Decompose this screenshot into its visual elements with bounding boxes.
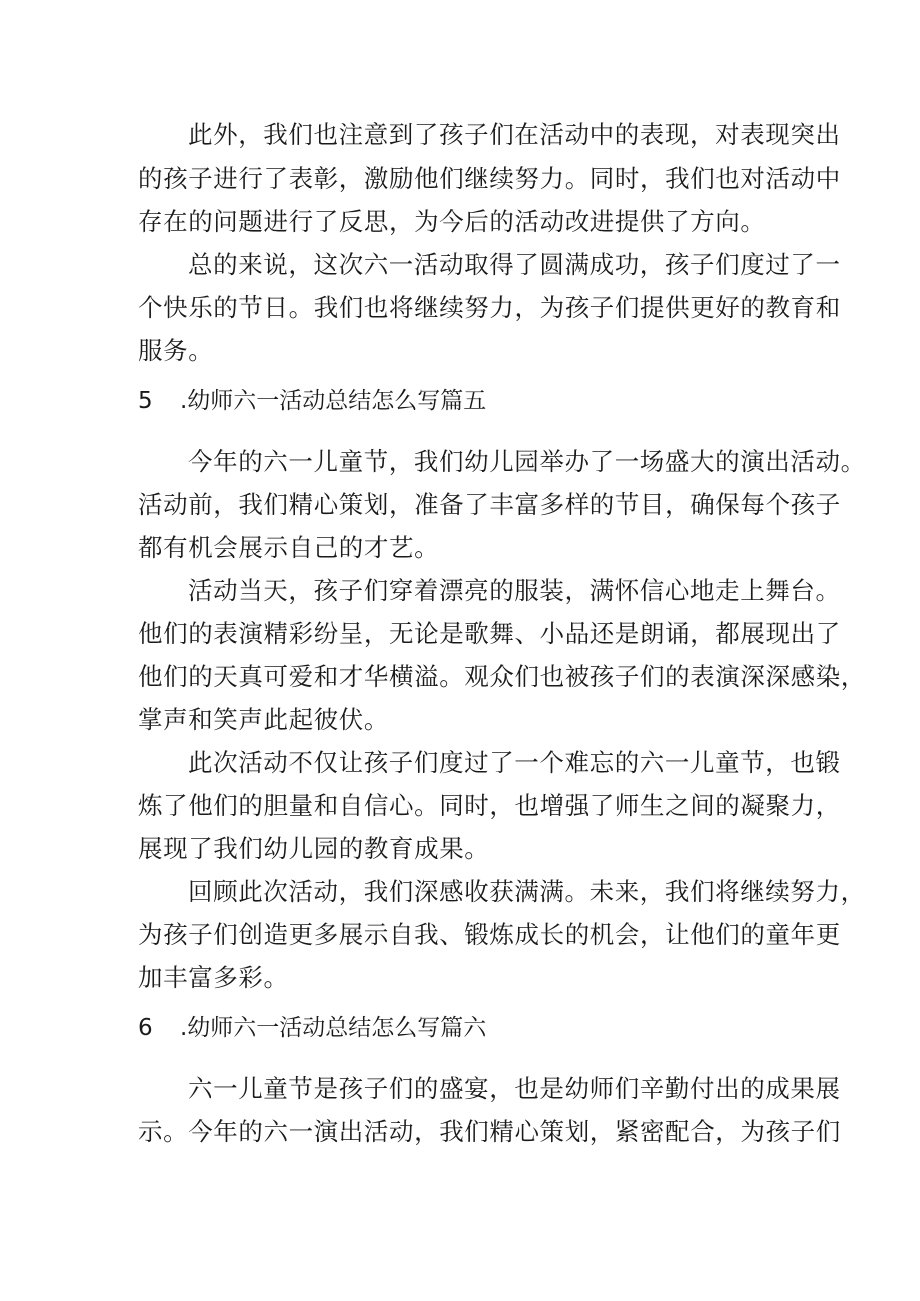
paragraph-line: 都有机会展示自己的才艺。 bbox=[138, 533, 440, 562]
section-title: .幼师六一活动总结怎么写篇五 bbox=[180, 388, 487, 414]
section-number: 6 bbox=[138, 1015, 153, 1041]
paragraph-line: 为孩子们创造更多展示自我、锻炼成长的机会，让他们的童年更 bbox=[138, 920, 841, 949]
section-title: .幼师六一活动总结怎么写篇六 bbox=[180, 1015, 487, 1041]
paragraph-line: 炼了他们的胆量和自信心。同时，也增强了师生之间的凝聚力， bbox=[138, 791, 841, 820]
paragraph-line: 个快乐的节日。我们也将继续努力，为孩子们提供更好的教育和 bbox=[138, 293, 841, 322]
section-heading bbox=[138, 1013, 486, 1043]
paragraph-line: 加丰富多彩。 bbox=[138, 963, 289, 992]
paragraph-line: 他们的表演精彩纷呈，无论是歌舞、小品还是朗诵，都展现出了 bbox=[138, 619, 841, 648]
paragraph-line: 六一儿童节是孩子们的盛宴，也是幼师们辛勤付出的成果展 bbox=[188, 1074, 841, 1103]
section-number: 5 bbox=[138, 388, 153, 414]
paragraph-line: 活动前，我们精心策划，准备了丰富多样的节目，确保每个孩子 bbox=[138, 490, 841, 519]
paragraph-line: 的孩子进行了表彰，激励他们继续努力。同时，我们也对活动中 bbox=[138, 164, 841, 193]
paragraph-line: 此次活动不仅让孩子们度过了一个难忘的六一儿童节，也锻 bbox=[188, 748, 841, 777]
paragraph-line: 总的来说，这次六一活动取得了圆满成功，孩子们度过了一 bbox=[188, 250, 841, 279]
paragraph-line: 活动当天，孩子们穿着漂亮的服装，满怀信心地走上舞台。 bbox=[188, 576, 841, 605]
paragraph-line: 此外，我们也注意到了孩子们在活动中的表现，对表现突出 bbox=[188, 120, 841, 149]
paragraph-line: 他们的天真可爱和才华横溢。观众们也被孩子们的表演深深感染， bbox=[138, 662, 866, 691]
paragraph-line: 今年的六一儿童节，我们幼儿园举办了一场盛大的演出活动。 bbox=[188, 447, 866, 476]
paragraph-line: 示。今年的六一演出活动，我们精心策划，紧密配合，为孩子们 bbox=[138, 1117, 841, 1146]
paragraph-line: 回顾此次活动，我们深感收获满满。未来，我们将继续努力， bbox=[188, 877, 866, 906]
paragraph-line: 展现了我们幼儿园的教育成果。 bbox=[138, 834, 490, 863]
paragraph-line: 存在的问题进行了反思，为今后的活动改进提供了方向。 bbox=[138, 207, 766, 236]
paragraph-line: 掌声和笑声此起彼伏。 bbox=[138, 705, 389, 734]
section-heading bbox=[138, 386, 486, 416]
paragraph-line: 服务。 bbox=[138, 336, 214, 365]
